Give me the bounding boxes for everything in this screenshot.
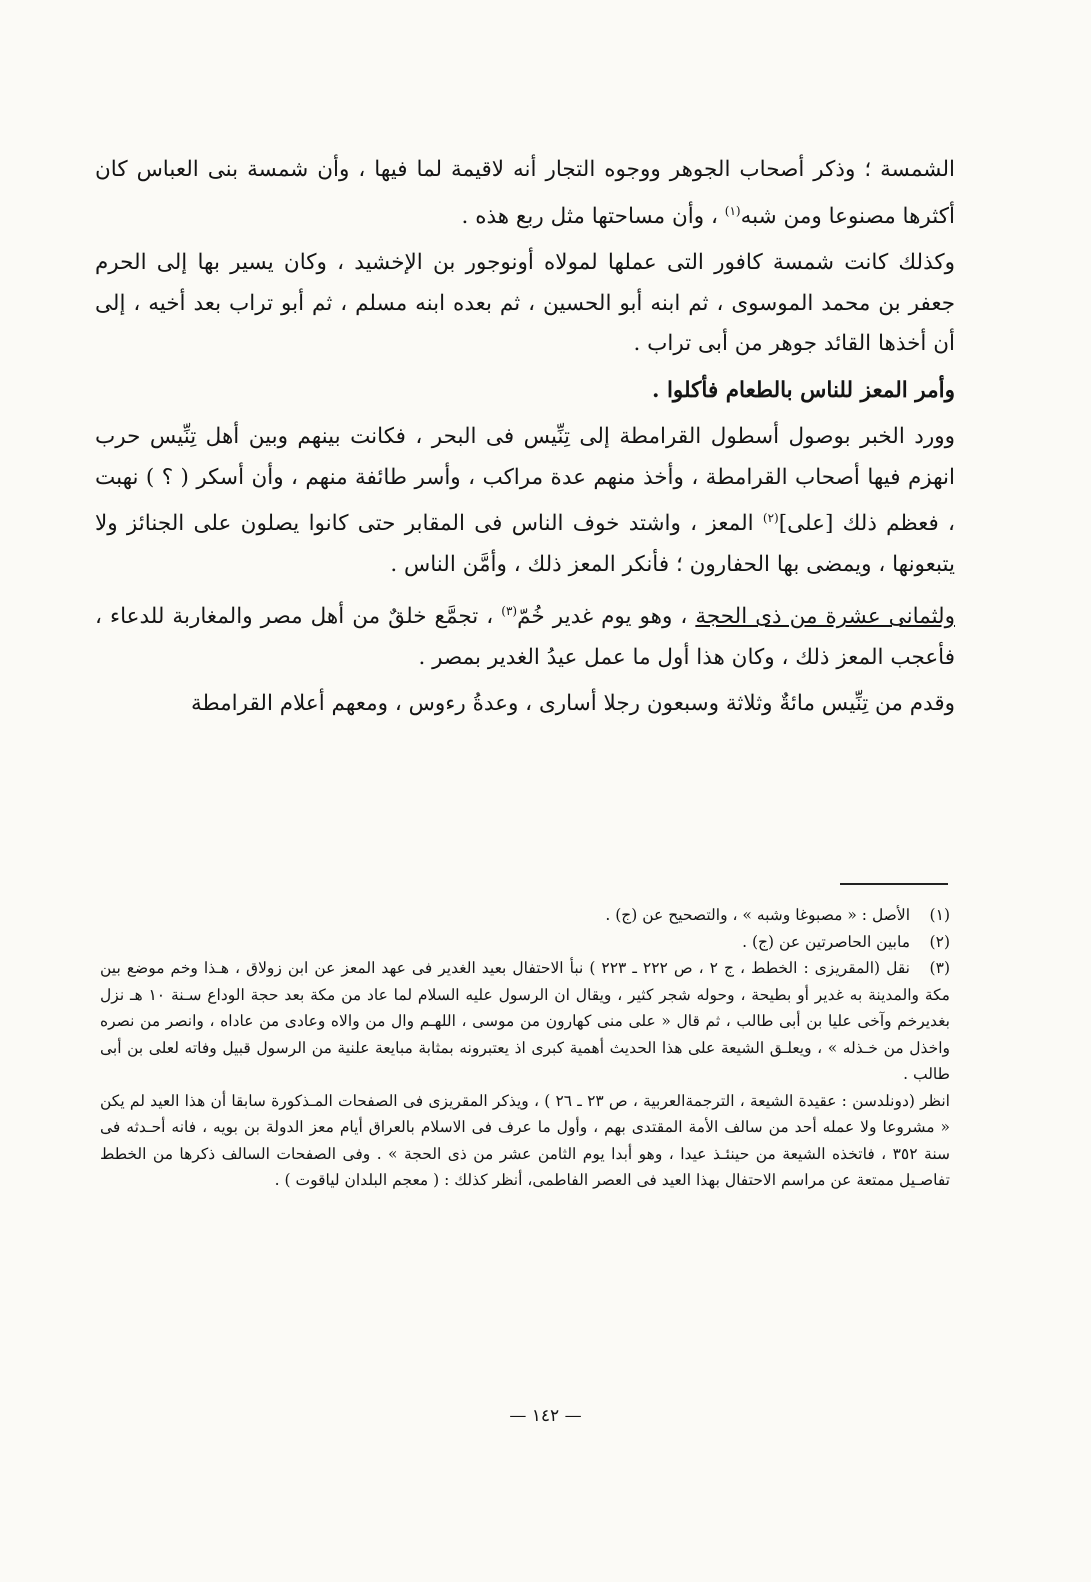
footnote-3: [100, 955, 950, 1088]
underlined-phrase: ولثمانى عشرة من ذى الحجة: [695, 604, 955, 630]
footnote-text: مابين الحاصرتين عن (ج) .: [742, 932, 910, 951]
footnote-divider: [840, 883, 948, 885]
paragraph-6: وقدم من تِنِّيس مائةٌ وثلاثة وسبعون رجلا أسارى ، وعدةُ رءوس ، ومعهم أعلام القرامطة: [191, 691, 955, 717]
footnote-ref-3: (٣): [501, 604, 518, 619]
footnote-ref-2: (٢): [762, 511, 779, 526]
paragraph-2: وكذلك كانت شمسة كافور التى عملها لمولاه أونوجور بن الإخشيد ، وكان يسير بها إلى الحرم جعفر بن محمد الموسوى ، ثم ابنه أبو الحسين ، ثم بعده ابنه مسلم ، ثم أبو تراب بعد أخيه ، إلى أن أخذها القائد جوهر من أبى تراب .: [95, 250, 955, 357]
footnote-3-continued: [100, 1088, 950, 1194]
page-number: — ١٤٢ —: [509, 1406, 582, 1426]
footnotes: [100, 902, 950, 1194]
footnote-1: [100, 902, 950, 929]
footnote-2: [100, 929, 950, 956]
footnote-number: (٢): [929, 932, 950, 951]
footnote-text: انظر (دونلدسن : عقيدة الشيعة ، الترجمةالعربية ، ص ٢٣ ـ ٢٦ ) ، ويذكر المقريزى فى الصفحات المـذكورة سابقا أن هذا العيد لم يكن « مشروعا ولا عمله أحد من سالف الأمة المقتدى بهم ، وأول ما عرف فى الاسلام بالعراق أيام معز الدولة بن بويه ، فانه أحـدثه فى سنة ٣٥٢ ، فاتخذه الشيعة من حينئـذ عيدا ، وهو أبدا يوم الثامن عشر من ذى الحجة » . وفى الصفحات السالف ذكرها من الخطط تفاصـيل ممتعة عن مراسم الاحتفال بهذا العيد فى العصر الفاطمى، أنظر كذلك : ( معجم البلدان لياقوت ) .: [100, 1091, 951, 1189]
footnote-number: (١): [929, 906, 950, 924]
paragraph-5: ولثمانى عشرة من ذى الحجة ، وهو يوم غدير خُمّ$^{(٣)}$ ، تجمَّع خلقٌ من أهل مصر والمغاربة للدعاء ، فأعجب المعز ذلك ، وكان هذا أول ما عمل عيدُ الغدير بمصر .: [95, 604, 955, 670]
main-text: [95, 150, 955, 731]
footnote-text: الأصل : « مصبوغا وشبه » ، والتصحيح عن (ج) .: [605, 906, 910, 924]
footnote-ref-1: (١): [724, 203, 741, 218]
footnote-text: نقل (المقريزى : الخطط ، ج ٢ ، ص ٢٢٢ ـ ٢٢٣ ) نبأ الاحتفال بعيد الغدير فى عهد المعز عن ابن زولاق ، هـذا وخم موضع بين مكة والمدينة به غدير أو بطيحة ، وحوله شجر كثير ، ويقال ان الرسول عليه السلام لما عاد من مكة بعد حجة الوداع سـنة ١٠ هـ نزل بغديرخم وآخى عليا بن أبى طالب ، ثم قال « على منى كهارون من موسى ، اللهـم وال من والاه وعادى من عاداه ، وانصر من نصره واخذل من خـذله » ، ويعلـق الشيعة على هذا الحديث أهمية كبرى اذ يعتبرونه بمثابة مبايعة علنية من الرسول قبيل وفاته لعلى بن أبى طالب .: [100, 959, 950, 1083]
paragraph-3: وأمر المعز للناس بالطعام فأكلوا .: [651, 377, 955, 403]
paragraph-1: الشمسة ؛ وذكر أصحاب الجوهر ووجوه التجار أنه لاقيمة لما فيها ، وأن شمسة بنى العباس كان أكثرها مصنوعا ومن شبه$^{(١)}$ ، وأن مساحتها مثل ربع هذه .: [95, 157, 955, 229]
paragraph-4: وورد الخبر بوصول أسطول القرامطة إلى تِنِّيس فى البحر ، فكانت بينهم وبين أهل تِنِّيس حرب انهزم فيها أصحاب القرامطة ، وأخذ منهم عدة مراكب ، وأسر طائفة منهم ، وأن أسكر ( ؟ ) نهبت ، فعظم ذلك [على]$^{(٢)}$ المعز ، واشتد خوف الناس فى المقابر حتى كانوا يصلون على الجنائز ولا يتبعونها ، ويمضى بها الحفارون ؛ فأنكر المعز ذلك ، وأمَّن الناس .: [95, 424, 955, 577]
footnote-number: (٣): [929, 959, 950, 977]
